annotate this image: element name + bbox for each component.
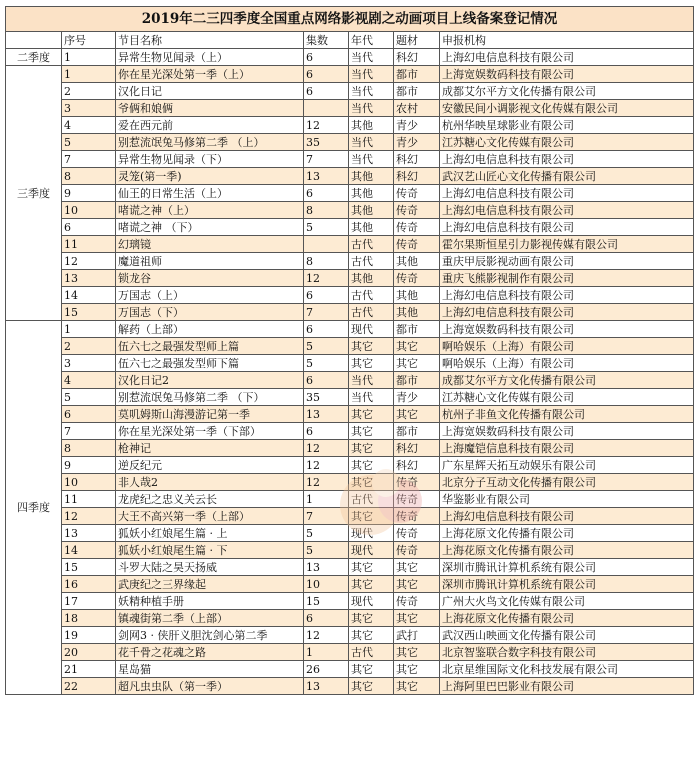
- row-name: 龙虎纪之忠义关云长: [116, 491, 304, 508]
- row-name: 你在星光深处第一季（下部）: [116, 423, 304, 440]
- row-era: 其它: [349, 627, 394, 644]
- row-org: 上海阿里巴巴影业有限公司: [440, 678, 694, 695]
- row-name: 爷俩和娘俩: [116, 100, 304, 117]
- row-genre: 其它: [394, 678, 440, 695]
- row-episodes: 6: [304, 372, 349, 389]
- row-no: 7: [62, 423, 116, 440]
- row-genre: 科幻: [394, 168, 440, 185]
- title-row: [6, 7, 694, 32]
- row-genre: 都市: [394, 372, 440, 389]
- table-row: [6, 593, 694, 610]
- row-name: 万国志（下）: [116, 304, 304, 321]
- row-era: 其它: [349, 576, 394, 593]
- row-genre: 青少: [394, 117, 440, 134]
- row-name: 汉化日记2: [116, 372, 304, 389]
- row-episodes: 1: [304, 491, 349, 508]
- row-episodes: 13: [304, 678, 349, 695]
- row-episodes: 6: [304, 321, 349, 338]
- row-org: 华鉴影业有限公司: [440, 491, 694, 508]
- row-org: 江苏糖心文化传媒有限公司: [440, 134, 694, 151]
- row-name: 别惹流氓兔马修第二季 （上）: [116, 134, 304, 151]
- row-genre: 其它: [394, 610, 440, 627]
- table-row: [6, 66, 694, 83]
- row-era: 当代: [349, 49, 394, 66]
- season-label: 四季度: [6, 321, 62, 695]
- row-era: 当代: [349, 83, 394, 100]
- row-episodes: 12: [304, 117, 349, 134]
- table-row: [6, 219, 694, 236]
- row-genre: 传奇: [394, 508, 440, 525]
- row-episodes: 13: [304, 406, 349, 423]
- row-episodes: 6: [304, 423, 349, 440]
- row-no: 7: [62, 151, 116, 168]
- season-label: 三季度: [6, 66, 62, 321]
- row-era: 其它: [349, 559, 394, 576]
- row-genre: 其他: [394, 304, 440, 321]
- table-row: [6, 202, 694, 219]
- row-era: 其它: [349, 661, 394, 678]
- row-name: 灵笼(第一季): [116, 168, 304, 185]
- table-row: [6, 508, 694, 525]
- row-name: 异常生物见闻录（下）: [116, 151, 304, 168]
- row-org: 重庆飞熊影视制作有限公司: [440, 270, 694, 287]
- row-era: 其它: [349, 457, 394, 474]
- row-episodes: 6: [304, 185, 349, 202]
- row-no: 6: [62, 406, 116, 423]
- row-name: 解药（上部）: [116, 321, 304, 338]
- row-no: 11: [62, 236, 116, 253]
- table-row: [6, 678, 694, 695]
- header-org: 申报机构: [440, 32, 694, 49]
- header-genre: 题材: [394, 32, 440, 49]
- row-genre: 青少: [394, 134, 440, 151]
- row-era: 当代: [349, 66, 394, 83]
- row-episodes: 12: [304, 627, 349, 644]
- row-org: 上海花原文化传播有限公司: [440, 610, 694, 627]
- row-org: 武汉艺山匠心文化传播有限公司: [440, 168, 694, 185]
- row-episodes: 5: [304, 542, 349, 559]
- table-row: [6, 134, 694, 151]
- row-era: 现代: [349, 593, 394, 610]
- row-episodes: 12: [304, 270, 349, 287]
- row-genre: 科幻: [394, 440, 440, 457]
- row-name: 魔道祖师: [116, 253, 304, 270]
- table-row: [6, 610, 694, 627]
- row-org: 深圳市腾讯计算机系统有限公司: [440, 576, 694, 593]
- row-episodes: 35: [304, 389, 349, 406]
- row-genre: 传奇: [394, 270, 440, 287]
- row-org: 上海宽娱数码科技有限公司: [440, 423, 694, 440]
- table-row: [6, 83, 694, 100]
- row-era: 其它: [349, 355, 394, 372]
- row-episodes: 12: [304, 457, 349, 474]
- row-name: 莫叽姆斯山海漫游记第一季: [116, 406, 304, 423]
- table-row: [6, 287, 694, 304]
- row-genre: 农村: [394, 100, 440, 117]
- row-genre: 都市: [394, 83, 440, 100]
- row-no: 2: [62, 83, 116, 100]
- row-era: 其它: [349, 423, 394, 440]
- row-org: 上海幻电信息科技有限公司: [440, 202, 694, 219]
- table-row: [6, 253, 694, 270]
- row-org: 啊哈娱乐（上海）有限公司: [440, 355, 694, 372]
- row-no: 14: [62, 542, 116, 559]
- header-name: 节目名称: [116, 32, 304, 49]
- row-name: 仙王的日常生活（上）: [116, 185, 304, 202]
- row-no: 4: [62, 372, 116, 389]
- table-row: [6, 372, 694, 389]
- header-row: [6, 32, 694, 49]
- row-episodes: [304, 100, 349, 117]
- row-episodes: 12: [304, 474, 349, 491]
- row-era: 其它: [349, 474, 394, 491]
- row-name: 万国志（上）: [116, 287, 304, 304]
- row-name: 伍六七之最强发型师下篇: [116, 355, 304, 372]
- row-org: 广州大火鸟文化传媒有限公司: [440, 593, 694, 610]
- row-org: 啊哈娱乐（上海）有限公司: [440, 338, 694, 355]
- row-org: 重庆甲辰影视动画有限公司: [440, 253, 694, 270]
- row-genre: 传奇: [394, 491, 440, 508]
- table-row: [6, 440, 694, 457]
- row-name: 狐妖小红娘尾生篇 · 下: [116, 542, 304, 559]
- row-episodes: 35: [304, 134, 349, 151]
- row-genre: 其他: [394, 287, 440, 304]
- row-org: 杭州华映星球影业有限公司: [440, 117, 694, 134]
- row-no: 13: [62, 270, 116, 287]
- row-episodes: 26: [304, 661, 349, 678]
- row-episodes: 6: [304, 610, 349, 627]
- table-row: [6, 576, 694, 593]
- row-name: 逆反纪元: [116, 457, 304, 474]
- row-org: 上海幻电信息科技有限公司: [440, 49, 694, 66]
- row-era: 其它: [349, 406, 394, 423]
- row-no: 17: [62, 593, 116, 610]
- row-name: 幻璃镜: [116, 236, 304, 253]
- row-episodes: 8: [304, 202, 349, 219]
- row-era: 其他: [349, 270, 394, 287]
- row-no: 19: [62, 627, 116, 644]
- row-no: 21: [62, 661, 116, 678]
- row-episodes: 7: [304, 508, 349, 525]
- row-genre: 传奇: [394, 219, 440, 236]
- row-no: 9: [62, 185, 116, 202]
- row-era: 其他: [349, 168, 394, 185]
- row-genre: 科幻: [394, 49, 440, 66]
- table-row: [6, 338, 694, 355]
- row-name: 锁龙谷: [116, 270, 304, 287]
- row-org: 安徽民间小调影视文化传媒有限公司: [440, 100, 694, 117]
- row-era: 当代: [349, 134, 394, 151]
- row-no: 18: [62, 610, 116, 627]
- row-org: 上海幻电信息科技有限公司: [440, 508, 694, 525]
- table-row: [6, 304, 694, 321]
- row-name: 花千骨之花魂之路: [116, 644, 304, 661]
- table-row: [6, 389, 694, 406]
- row-name: 狐妖小红娘尾生篇 · 上: [116, 525, 304, 542]
- row-era: 古代: [349, 236, 394, 253]
- row-no: 12: [62, 253, 116, 270]
- row-episodes: 13: [304, 168, 349, 185]
- row-org: 江苏糖心文化传媒有限公司: [440, 389, 694, 406]
- row-no: 22: [62, 678, 116, 695]
- table-row: [6, 457, 694, 474]
- row-episodes: 13: [304, 559, 349, 576]
- table-row: [6, 423, 694, 440]
- row-org: 深圳市腾讯计算机系统有限公司: [440, 559, 694, 576]
- row-era: 其它: [349, 610, 394, 627]
- row-genre: 其它: [394, 355, 440, 372]
- row-era: 当代: [349, 151, 394, 168]
- table-title: 2019年二三四季度全国重点网络影视剧之动画项目上线备案登记情况: [6, 7, 694, 32]
- row-era: 其它: [349, 338, 394, 355]
- row-era: 古代: [349, 644, 394, 661]
- header-era: 年代: [349, 32, 394, 49]
- row-episodes: 6: [304, 287, 349, 304]
- row-era: 其它: [349, 508, 394, 525]
- row-no: 10: [62, 202, 116, 219]
- row-name: 汉化日记: [116, 83, 304, 100]
- row-genre: 传奇: [394, 202, 440, 219]
- row-name: 大王不高兴第一季（上部）: [116, 508, 304, 525]
- row-org: 上海幻电信息科技有限公司: [440, 219, 694, 236]
- row-org: 成都艾尔平方文化传播有限公司: [440, 372, 694, 389]
- table-row: [6, 491, 694, 508]
- header-no: 序号: [62, 32, 116, 49]
- row-era: 古代: [349, 253, 394, 270]
- row-era: 其他: [349, 185, 394, 202]
- table-row: [6, 559, 694, 576]
- row-name: 妖精种植手册: [116, 593, 304, 610]
- table-row: [6, 661, 694, 678]
- table-row: [6, 236, 694, 253]
- row-genre: 传奇: [394, 593, 440, 610]
- row-name: 斗罗大陆之昊天扬威: [116, 559, 304, 576]
- row-org: 广东星辉天拓互动娱乐有限公司: [440, 457, 694, 474]
- row-era: 现代: [349, 321, 394, 338]
- row-era: 现代: [349, 542, 394, 559]
- row-no: 8: [62, 440, 116, 457]
- row-no: 13: [62, 525, 116, 542]
- row-no: 3: [62, 355, 116, 372]
- row-no: 1: [62, 49, 116, 66]
- table-row: [6, 168, 694, 185]
- row-genre: 传奇: [394, 525, 440, 542]
- row-no: 16: [62, 576, 116, 593]
- table-row: [6, 474, 694, 491]
- row-org: 北京智鉴联合数字科技有限公司: [440, 644, 694, 661]
- row-org: 上海魔铠信息科技有限公司: [440, 440, 694, 457]
- header-season: [6, 32, 62, 49]
- row-name: 爱在西元前: [116, 117, 304, 134]
- row-name: 伍六七之最强发型师上篇: [116, 338, 304, 355]
- row-org: 上海幻电信息科技有限公司: [440, 287, 694, 304]
- row-org: 北京星维国际文化科技发展有限公司: [440, 661, 694, 678]
- row-name: 镇魂街第二季（上部）: [116, 610, 304, 627]
- row-era: 其他: [349, 202, 394, 219]
- row-org: 武汉西山映画文化传播有限公司: [440, 627, 694, 644]
- row-name: 异常生物见闻录（上）: [116, 49, 304, 66]
- row-org: 上海幻电信息科技有限公司: [440, 151, 694, 168]
- row-era: 其它: [349, 678, 394, 695]
- row-episodes: 5: [304, 219, 349, 236]
- row-genre: 传奇: [394, 185, 440, 202]
- row-no: 1: [62, 321, 116, 338]
- row-era: 古代: [349, 491, 394, 508]
- header-episodes: 集数: [304, 32, 349, 49]
- row-episodes: 10: [304, 576, 349, 593]
- row-name: 别惹流氓兔马修第二季 （下）: [116, 389, 304, 406]
- row-genre: 都市: [394, 321, 440, 338]
- row-era: 其他: [349, 117, 394, 134]
- row-genre: 都市: [394, 423, 440, 440]
- row-episodes: 5: [304, 355, 349, 372]
- table-row: [6, 117, 694, 134]
- table-row: [6, 406, 694, 423]
- row-episodes: 15: [304, 593, 349, 610]
- table-row: [6, 355, 694, 372]
- row-genre: 其他: [394, 253, 440, 270]
- row-episodes: 1: [304, 644, 349, 661]
- table-row: [6, 151, 694, 168]
- row-org: 杭州子非鱼文化传播有限公司: [440, 406, 694, 423]
- row-org: 上海幻电信息科技有限公司: [440, 304, 694, 321]
- row-genre: 科幻: [394, 151, 440, 168]
- row-name: 超凡虫虫队（第一季）: [116, 678, 304, 695]
- row-episodes: 8: [304, 253, 349, 270]
- row-no: 15: [62, 559, 116, 576]
- row-name: 啫谎之神（上）: [116, 202, 304, 219]
- row-episodes: 12: [304, 440, 349, 457]
- row-name: 非人哉2: [116, 474, 304, 491]
- row-org: 上海幻电信息科技有限公司: [440, 185, 694, 202]
- row-episodes: [304, 236, 349, 253]
- row-episodes: 7: [304, 151, 349, 168]
- row-era: 当代: [349, 100, 394, 117]
- table-row: [6, 542, 694, 559]
- row-genre: 传奇: [394, 474, 440, 491]
- row-genre: 其它: [394, 644, 440, 661]
- season-label: 二季度: [6, 49, 62, 66]
- row-genre: 其它: [394, 661, 440, 678]
- row-name: 你在星光深处第一季（上）: [116, 66, 304, 83]
- row-genre: 其它: [394, 559, 440, 576]
- row-episodes: 7: [304, 304, 349, 321]
- row-no: 4: [62, 117, 116, 134]
- row-genre: 传奇: [394, 236, 440, 253]
- row-org: 上海宽娱数码科技有限公司: [440, 66, 694, 83]
- row-org: 成都艾尔平方文化传播有限公司: [440, 83, 694, 100]
- row-no: 8: [62, 168, 116, 185]
- row-no: 5: [62, 134, 116, 151]
- row-no: 6: [62, 219, 116, 236]
- row-genre: 青少: [394, 389, 440, 406]
- row-episodes: 6: [304, 83, 349, 100]
- row-org: 上海花原文化传播有限公司: [440, 525, 694, 542]
- row-era: 当代: [349, 389, 394, 406]
- row-era: 古代: [349, 287, 394, 304]
- table-row: [6, 100, 694, 117]
- row-genre: 都市: [394, 66, 440, 83]
- row-era: 其它: [349, 440, 394, 457]
- row-era: 其他: [349, 219, 394, 236]
- row-org: 上海宽娱数码科技有限公司: [440, 321, 694, 338]
- row-no: 2: [62, 338, 116, 355]
- row-no: 5: [62, 389, 116, 406]
- table-row: [6, 49, 694, 66]
- row-name: 啫谎之神 （下）: [116, 219, 304, 236]
- row-org: 上海花原文化传播有限公司: [440, 542, 694, 559]
- row-genre: 科幻: [394, 457, 440, 474]
- row-name: 星岛猫: [116, 661, 304, 678]
- table-row: [6, 525, 694, 542]
- row-name: 武庚纪之三界缘起: [116, 576, 304, 593]
- table-row: [6, 321, 694, 338]
- row-episodes: 5: [304, 525, 349, 542]
- table-row: [6, 644, 694, 661]
- row-no: 11: [62, 491, 116, 508]
- row-episodes: 6: [304, 66, 349, 83]
- row-genre: 其它: [394, 576, 440, 593]
- row-no: 1: [62, 66, 116, 83]
- row-genre: 武打: [394, 627, 440, 644]
- row-era: 当代: [349, 372, 394, 389]
- table-row: [6, 185, 694, 202]
- row-genre: 其它: [394, 338, 440, 355]
- row-no: 12: [62, 508, 116, 525]
- row-name: 枪神记: [116, 440, 304, 457]
- row-era: 现代: [349, 525, 394, 542]
- table-row: [6, 270, 694, 287]
- row-genre: 其它: [394, 406, 440, 423]
- table-row: [6, 627, 694, 644]
- row-org: 北京分子互动文化传播有限公司: [440, 474, 694, 491]
- row-org: 霍尔果斯恒星引力影视传媒有限公司: [440, 236, 694, 253]
- row-episodes: 6: [304, 49, 349, 66]
- row-name: 剑网3 · 侠肝义胆沈剑心第二季: [116, 627, 304, 644]
- row-episodes: 5: [304, 338, 349, 355]
- row-no: 10: [62, 474, 116, 491]
- row-no: 15: [62, 304, 116, 321]
- filing-table: [5, 6, 694, 695]
- row-no: 9: [62, 457, 116, 474]
- row-era: 古代: [349, 304, 394, 321]
- row-no: 14: [62, 287, 116, 304]
- row-no: 20: [62, 644, 116, 661]
- row-genre: 传奇: [394, 542, 440, 559]
- row-no: 3: [62, 100, 116, 117]
